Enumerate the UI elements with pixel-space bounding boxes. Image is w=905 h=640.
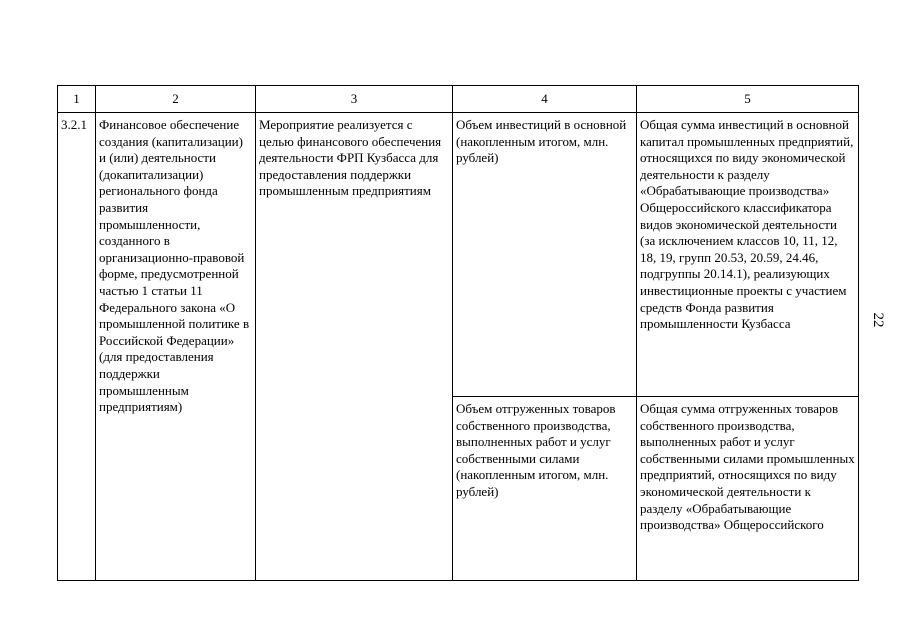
column-number-row <box>58 86 859 113</box>
measures-table <box>57 85 859 581</box>
indicator-method-cell: Общая сумма инвестиций в основной капитал промышленных предприятий, относящихся по виду экономической деятельности к разделу «Обрабатывающие производства» Общероссийского классификатора видов экономической деятельности (за исключением классов 10, 11, 12, 18, 19, групп 20.53, 20.59, 24.46, подгруппы 20.14.1), реализующих инвестиционные проекты с участием средств Фонда развития промышленности Кузбасса <box>637 113 859 397</box>
activity-name-cell: Финансовое обеспечение создания (капитализации) и (или) деятельности (докапитализации) регионального фонда развития промышленности, созданного в организационно-правовой форме, предусмотренной частью 1 статьи 11 Федерального закона «О промышленной политике в Российской Федерации» (для предоставления поддержки промышленным предприятиям) <box>96 113 256 581</box>
column-number-2: 2 <box>96 86 256 113</box>
indicator-name-cell: Объем отгруженных товаров собственного производства, выполненных работ и услуг собственными силами (накопленным итогом, млн. рублей) <box>453 397 637 581</box>
activity-description-cell: Мероприятие реализуется с целью финансового обеспечения деятельности ФРП Кузбасса для предоставления поддержки промышленным предприятиям <box>256 113 453 581</box>
indicator-method-cell: Общая сумма отгруженных товаров собственного производства, выполненных работ и услуг собственными силами промышленных предприятий, относящихся по виду экономической деятельности к разделу «Обрабатывающие производства» Общероссийского <box>637 397 859 581</box>
column-number-1: 1 <box>58 86 96 113</box>
table-row <box>58 113 859 397</box>
indicator-name-cell: Объем инвестиций в основной (накопленным итогом, млн. рублей) <box>453 113 637 397</box>
column-number-4: 4 <box>453 86 637 113</box>
column-number-3: 3 <box>256 86 453 113</box>
page-number: 22 <box>870 312 886 328</box>
column-number-5: 5 <box>637 86 859 113</box>
row-number-cell: 3.2.1 <box>58 113 96 581</box>
